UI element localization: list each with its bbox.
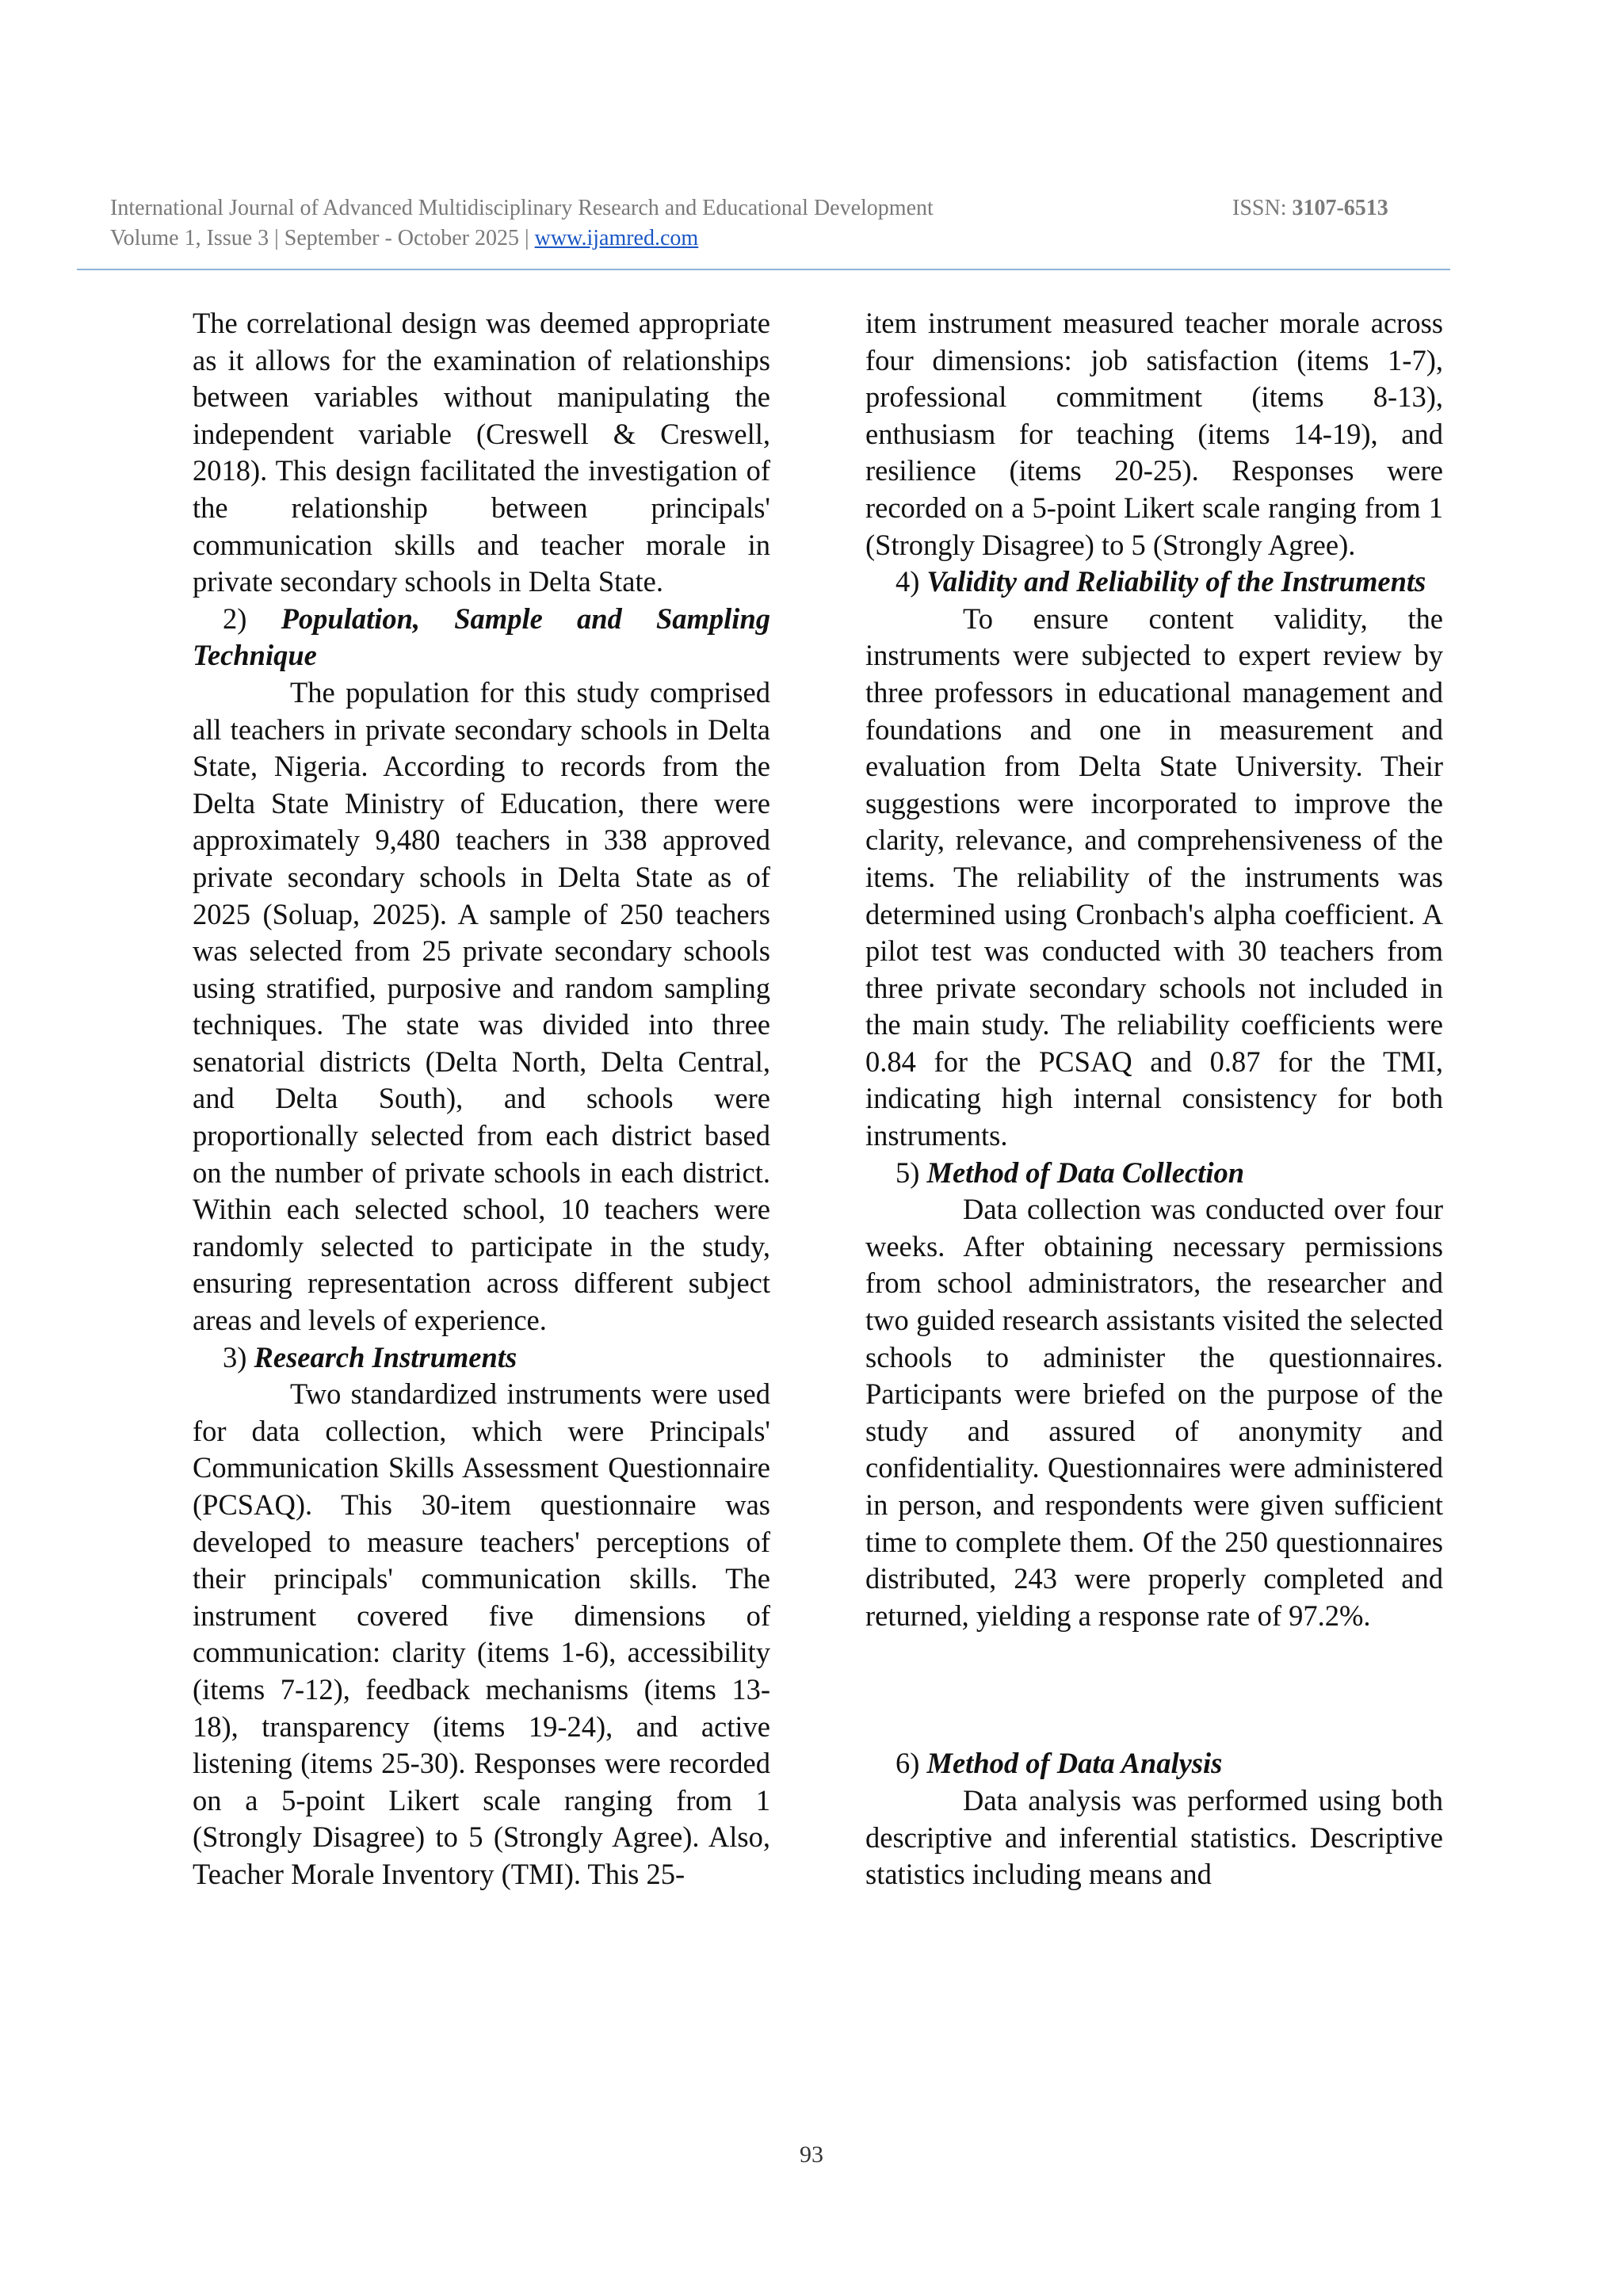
paragraph-data-collection: Data collection was conducted over four weeks. After obtaining necessary permissions from school administrators, the researcher and two guided research assistants visited the selected schools to administer the questionnaires. Participants were briefed on the purpose of the study and assured of anonymity and confidentiality. Questionnaires were administered in person, and respondents were given sufficient time to complete them. Of the 250 questionnaires distributed, 243 were properly completed and returned, yielding a response rate of 97.2%. <box>865 1193 1443 1632</box>
section-heading-instruments <box>193 1339 770 1377</box>
section-heading-population <box>193 601 770 674</box>
journal-url-link[interactable]: www.ijamred.com <box>534 226 699 250</box>
column-gap <box>865 1634 1443 1745</box>
paragraph-population: The population for this study comprised all teachers in private secondary schools in Delta State, Nigeria. According to records from the Delta State Ministry of Education, there were approximately 9,480 teachers in 338 approved private secondary schools in Delta State as of 2025 (Soluap, 2025). A sample of 250 teachers was selected from 25 private secondary schools using stratified, purposive and random sampling techniques. The state was divided into three senatorial districts (Delta North, Delta Central, and Delta South), and schools were proportionally selected from each district based on the number of private schools in each district. Within each selected school, 10 teachers were randomly selected to participate in the study, ensuring representation across different subject areas and levels of experience. <box>193 675 770 1337</box>
section-number: 3) <box>223 1340 247 1373</box>
paragraph-data-analysis: Data analysis was performed using both descriptive and inferential statistics. Descriptive statistics including means and <box>865 1783 1443 1891</box>
paragraph-research-design: The correlational design was deemed appropriate as it allows for the examination of relationships between variables without manipulating the independent variable (Creswell & Creswell, 2018). This design facilitated the investigation of the relationship between principals' communication skills and teacher morale in private secondary schools in Delta State. <box>193 307 770 598</box>
section-title: Validity and Reliability of the Instruments <box>926 565 1426 598</box>
section-number: 5) <box>896 1156 920 1189</box>
section-heading-data-collection <box>865 1155 1443 1192</box>
left-column <box>193 305 770 1893</box>
journal-title: International Journal of Advanced Multidisciplinary Research and Educational Development <box>110 196 934 220</box>
section-heading-data-analysis <box>865 1745 1443 1782</box>
paragraph-tmi-continued: item instrument measured teacher morale across four dimensions: job satisfaction (items 1-7), professional commitment (items 8-13), enthusiasm for teaching (items 14-19), and resilience (items 20-25). Responses were recorded on a 5-point Likert scale ranging from 1 (Strongly Disagree) to 5 (Strongly Agree). <box>865 307 1443 561</box>
section-number: 6) <box>896 1747 920 1780</box>
section-number: 2) <box>223 602 247 635</box>
issn-value: 3107-6513 <box>1292 196 1388 220</box>
section-title: Method of Data Collection <box>926 1156 1245 1189</box>
header-divider <box>77 269 1450 270</box>
section-title: Population, Sample and Sampling Technique <box>193 602 771 672</box>
right-column <box>865 305 1443 1893</box>
volume-text: Volume 1, Issue 3 | September - October 2025 | <box>110 226 535 250</box>
paragraph-instruments: Two standardized instruments were used for data collection, which were Principals' Communication Skills Assessment Questionnaire (PCSAQ). This 30-item questionnaire was developed to measure teachers' perceptions of their principals' communication skills. The instrument covered five dimensions of communication: clarity (items 1-6), accessibility (items 7-12), feedback mechanisms (items 13-18), transparency (items 19-24), and active listening (items 25-30). Responses were recorded on a 5-point Likert scale ranging from 1 (Strongly Disagree) to 5 (Strongly Agree). Also, Teacher Morale Inventory (TMI). This 25- <box>193 1377 770 1890</box>
page-number: 93 <box>800 2141 823 2168</box>
section-title: Research Instruments <box>254 1340 517 1373</box>
section-number: 4) <box>896 565 920 598</box>
issn <box>1232 193 1388 223</box>
paragraph-validity: To ensure content validity, the instruments were subjected to expert review by three professors in educational management and foundations and one in measurement and evaluation from Delta State University. Their suggestions were incorporated to improve the clarity, relevance, and comprehensiveness of the items. The reliability of the instruments was determined using Cronbach's alpha coefficient. A pilot test was conducted with 30 teachers from three private secondary schools not included in the main study. The reliability coefficients were 0.84 for the PCSAQ and 0.87 for the TMI, indicating high internal consistency for both instruments. <box>865 602 1443 1152</box>
issn-label: ISSN: <box>1232 196 1293 220</box>
volume-issue <box>110 226 698 250</box>
section-title: Method of Data Analysis <box>926 1747 1223 1780</box>
section-heading-validity <box>865 563 1443 601</box>
running-header <box>110 193 1457 254</box>
